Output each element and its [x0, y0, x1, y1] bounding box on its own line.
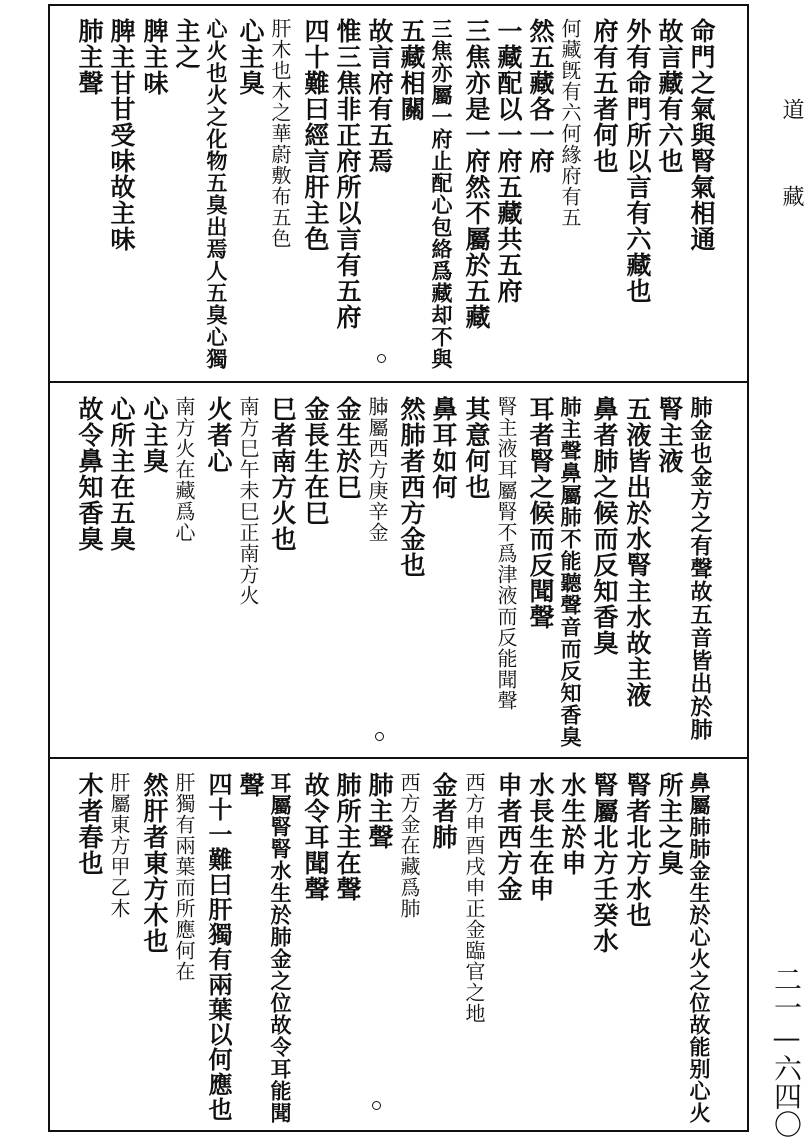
text-column: 腎者北方水也: [623, 772, 652, 928]
text-column: 鼻屬肺肺金生於心火之位故能别心火: [687, 772, 712, 1124]
text-column: 其意何也: [462, 396, 491, 500]
text-column: 主之: [172, 18, 201, 70]
panel-divider-2: [48, 757, 749, 759]
margin-char-dao: 道: [779, 98, 804, 120]
text-column: 故令耳聞聲: [301, 772, 330, 902]
text-column: 肺金也金方之有聲故五音皆出於肺: [687, 396, 713, 741]
text-column: 心所主在五臭: [107, 396, 136, 552]
page-number: 二一—六四〇: [770, 965, 803, 1138]
text-column: 四十一難曰肝獨有兩葉以何應也: [204, 772, 233, 1122]
text-column: 木者春也: [75, 772, 104, 876]
text-column: 心主臭: [140, 396, 169, 474]
circle-mark: [377, 354, 386, 363]
text-column: 四十難曰經言肝主色: [301, 18, 330, 252]
text-column: 三焦亦屬一府止配心包絡爲藏却不與: [429, 18, 454, 370]
text-column: 耳者腎之候而反聞聲: [526, 396, 555, 630]
circle-mark: [377, 403, 386, 412]
text-column: 金長生在巳: [301, 396, 330, 526]
text-column: 何藏旣有六何緣府有五: [558, 18, 582, 228]
text-column: 然肝者東方木也: [140, 772, 169, 954]
text-column: 惟三焦非正府所以言有五府: [333, 18, 362, 330]
text-column: 腎主液: [655, 396, 684, 474]
text-column: 心火也火之化物五臭出焉人五臭心獨: [204, 18, 229, 370]
text-column: 申者西方金: [494, 772, 523, 902]
text-column: 然肺者西方金也: [397, 396, 426, 578]
text-column: 肺主聲: [75, 18, 104, 96]
text-column: 西方金在藏爲肺: [397, 772, 421, 919]
text-column: 火者心: [204, 396, 233, 474]
text-column: 府有五者何也: [590, 18, 619, 174]
text-column: 故言藏有六也: [655, 18, 684, 174]
text-column: 肺主聲鼻屬肺不能聽聲音而反知香臭: [558, 396, 583, 748]
text-column: 南方巳午未巳正南方火: [236, 396, 260, 606]
text-column: 所主之臭: [655, 772, 684, 876]
text-column: 肝獨有兩葉而所應何在: [172, 772, 196, 982]
text-column: 一藏配以一府五藏共五府: [494, 18, 523, 304]
text-column: 故言府有五焉: [365, 18, 394, 174]
text-column: 脾主甘甘受味故主味: [107, 18, 136, 252]
text-column: 腎主液耳屬腎不爲津液而反能聞聲: [494, 396, 518, 711]
text-column: 金生於巳: [333, 396, 362, 500]
text-column: 外有命門所以言有六藏也: [623, 18, 652, 304]
text-column: 然五藏各一府: [526, 18, 555, 174]
text-column: 心主臭: [236, 18, 265, 96]
text-column: 鼻者肺之候而反知香臭: [590, 396, 619, 656]
text-column: 金者肺: [429, 772, 458, 850]
text-column: 肺所主在聲: [333, 772, 362, 902]
text-column: 五藏相關: [397, 18, 426, 122]
text-column: 耳屬腎腎水生於肺金之位故令耳能聞: [268, 772, 293, 1124]
text-column: 三焦亦是一府然不屬於五藏: [462, 18, 491, 330]
circle-mark: [372, 1101, 381, 1110]
text-column: 西方申酉戌申正金臨官之地: [462, 772, 486, 1024]
text-column: 南方火在藏爲心: [172, 396, 196, 543]
text-column: 巳者南方火也: [268, 396, 297, 552]
text-column: 腎屬北方壬癸水: [590, 772, 619, 954]
circle-mark: [375, 732, 384, 741]
text-column: 聲: [236, 772, 265, 798]
text-column: 水生於申: [558, 772, 587, 876]
text-column: 肺屬西方庚辛金: [365, 396, 389, 543]
text-column: 肺主聲: [365, 772, 394, 850]
text-column: 肝屬東方甲乙木: [107, 772, 131, 919]
text-column: 脾主味: [140, 18, 169, 96]
panel-divider-1: [48, 381, 749, 383]
text-column: 肝木也木之華蔚敷布五色: [268, 18, 292, 249]
text-column: 五液皆出於水腎主水故主液: [623, 396, 652, 708]
text-column: 故令鼻知香臭: [75, 396, 104, 552]
text-column: 鼻耳如何: [429, 396, 458, 500]
text-column: 水長生在申: [526, 772, 555, 902]
text-column: 命門之氣與腎氣相通: [687, 18, 716, 252]
margin-char-zang: 藏: [779, 185, 804, 207]
